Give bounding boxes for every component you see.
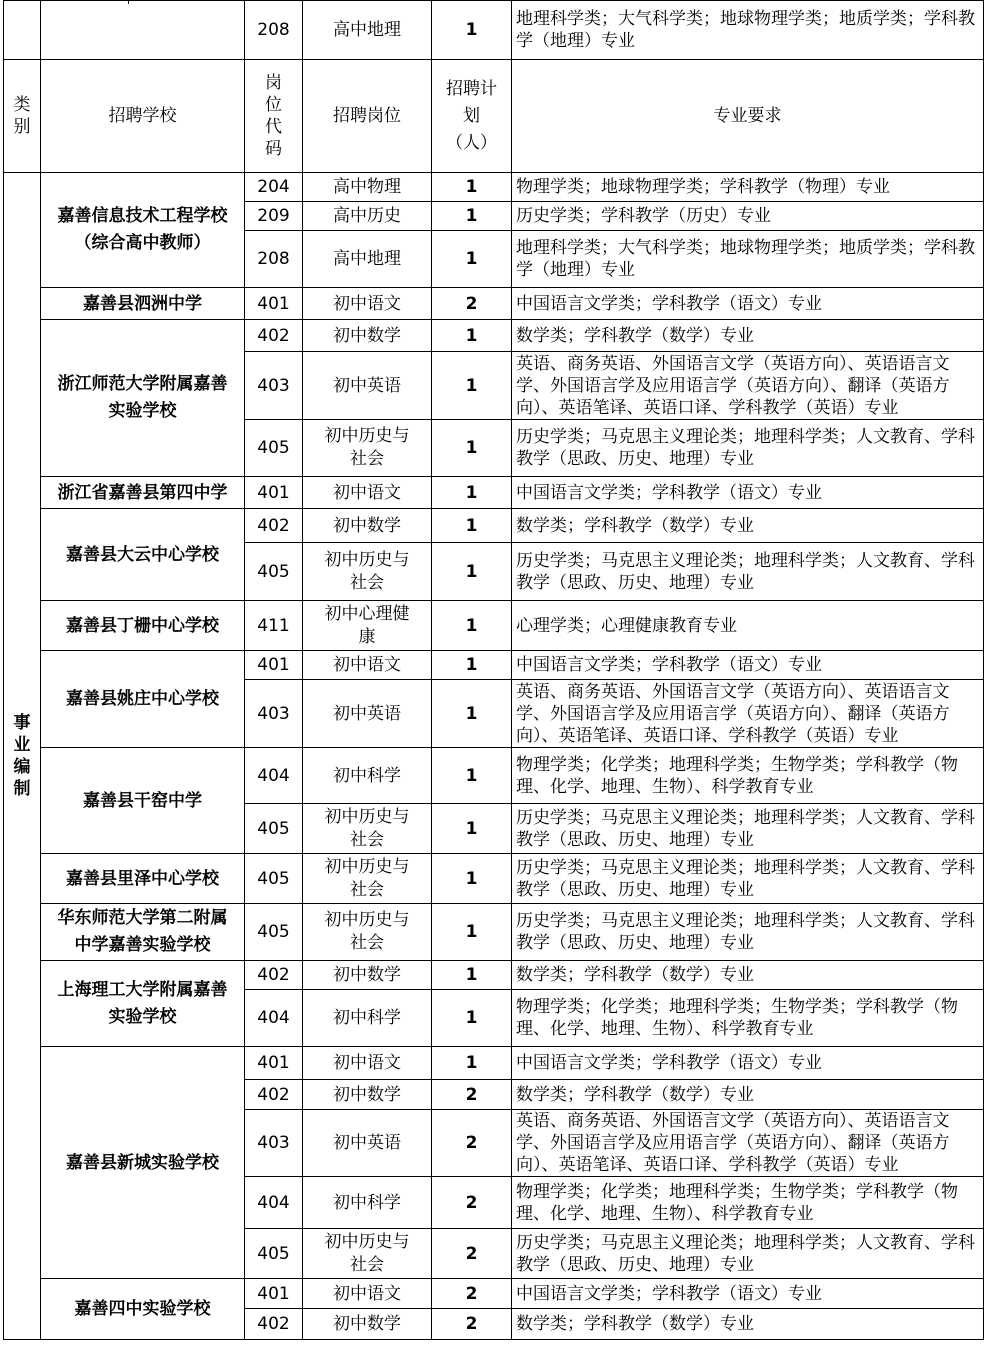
major-requirement: 英语、商务英语、外国语言文学（英语方向）、英语语言文学、外国语言学及应用语言学（英语方向）、翻译（英语方向）、英语笔译、英语口译、学科教学（英语）专业 (512, 352, 984, 420)
position-name-text: 初中英语 (333, 375, 401, 396)
hiring-plan: 2 (432, 1177, 512, 1229)
position-name (303, 231, 432, 288)
position-code: 401 (245, 651, 303, 680)
position-name-text: 初中数学 (333, 325, 401, 346)
position-code: 402 (245, 1309, 303, 1340)
position-code: 403 (245, 352, 303, 420)
position-name (303, 288, 432, 320)
major-requirement: 物理学类；化学类；地理科学类；生物学类；学科教学（物理、化学、地理、生物）、科学教育专业 (512, 748, 984, 804)
position-name-text: 初中语文 (333, 293, 401, 314)
major-requirement: 数学类；学科教学（数学）专业 (512, 509, 984, 543)
school-name (41, 477, 245, 509)
hiring-plan: 1 (432, 651, 512, 680)
school-name (41, 651, 245, 748)
position-name-text: 高中历史 (333, 206, 401, 226)
position-name-text: 初中语文 (333, 482, 401, 503)
hiring-plan: 1 (432, 352, 512, 420)
position-name (303, 990, 432, 1047)
position-code: 209 (245, 202, 303, 231)
major-requirement: 英语、商务英语、外国语言文学（英语方向）、英语语言文学、外国语言学及应用语言学（英语方向）、翻译（英语方向）、英语笔译、英语口译、学科教学（英语）专业 (512, 1110, 984, 1177)
hiring-plan: 2 (432, 1279, 512, 1309)
header-code: 岗位代码 (245, 60, 303, 173)
school-name (41, 1047, 245, 1279)
school-name-text: 上海理工大学附属嘉善实验学校 (57, 979, 228, 1027)
category-label: 事业编制 (13, 713, 31, 799)
hiring-plan: 2 (432, 1110, 512, 1177)
header-requirement: 专业要求 (512, 60, 984, 173)
position-name (303, 748, 432, 804)
hiring-plan: 1 (432, 320, 512, 352)
school-name-text: 嘉善县大云中心学校 (66, 544, 219, 565)
table-row (4, 601, 984, 651)
position-code: 405 (245, 804, 303, 854)
table-row (4, 173, 984, 202)
school-name-text: 嘉善县泗洲中学 (83, 293, 202, 314)
hiring-plan: 1 (432, 231, 512, 288)
hiring-plan: 1 (432, 1047, 512, 1080)
position-code: 404 (245, 748, 303, 804)
position-name (303, 601, 432, 651)
school-name (41, 961, 245, 1047)
table-row (4, 288, 984, 320)
school-name (41, 173, 245, 288)
school-name-text: 嘉善县干窑中学 (83, 790, 202, 811)
major-requirement: 数学类；学科教学（数学）专业 (512, 320, 984, 352)
hiring-plan: 1 (432, 1, 512, 60)
major-requirement: 历史学类；马克思主义理论类；地理科学类；人文教育、学科教学（思政、历史、地理）专业 (512, 904, 984, 961)
empty-school-cell (41, 1, 245, 60)
table-row (4, 477, 984, 509)
major-requirement: 中国语言文学类；学科教学（语文）专业 (512, 1047, 984, 1080)
position-code: 204 (245, 173, 303, 202)
major-requirement: 数学类；学科教学（数学）专业 (512, 1309, 984, 1340)
position-name (303, 651, 432, 680)
position-code: 402 (245, 1080, 303, 1110)
position-code: 404 (245, 990, 303, 1047)
table-row (4, 904, 984, 961)
position-name (303, 420, 432, 477)
position-name (303, 509, 432, 543)
position-code: 403 (245, 1110, 303, 1177)
major-requirement: 英语、商务英语、外国语言文学（英语方向）、英语语言文学、外国语言学及应用语言学（英语方向）、翻译（英语方向）、英语笔译、英语口译、学科教学（英语）专业 (512, 680, 984, 748)
hiring-plan: 1 (432, 961, 512, 990)
school-name-text: 嘉善县丁栅中心学校 (66, 615, 219, 636)
position-name-text: 初中科学 (333, 1008, 401, 1028)
school-name (41, 288, 245, 320)
school-name-text: 嘉善信息技术工程学校（综合高中教师） (57, 206, 228, 253)
hiring-plan: 1 (432, 748, 512, 804)
position-name-text: 高中物理 (333, 177, 401, 197)
table-row (4, 651, 984, 680)
hiring-plan: 2 (432, 1229, 512, 1279)
position-name-text: 初中历史与社会 (324, 910, 410, 953)
position-code: 401 (245, 477, 303, 509)
position-name (303, 352, 432, 420)
position-name-text: 初中数学 (333, 965, 401, 985)
position-name (303, 961, 432, 990)
school-name-text: 华东师范大学第二附属中学嘉善实验学校 (57, 908, 228, 955)
position-code: 405 (245, 1229, 303, 1279)
position-name-text: 初中心理健康 (324, 603, 410, 647)
major-requirement: 历史学类；马克思主义理论类；地理科学类；人文教育、学科教学（思政、历史、地理）专业 (512, 420, 984, 477)
school-name (41, 748, 245, 854)
position-code: 208 (245, 231, 303, 288)
major-requirement: 物理学类；地球物理学类；学科教学（物理）专业 (512, 173, 984, 202)
major-requirement: 心理学类；心理健康教育专业 (512, 601, 984, 651)
position-name (303, 804, 432, 854)
hiring-plan: 2 (432, 288, 512, 320)
position-name (303, 477, 432, 509)
position-code: 403 (245, 680, 303, 748)
position-code: 401 (245, 288, 303, 320)
position-name-text: 初中历史与社会 (324, 549, 410, 593)
hiring-plan: 1 (432, 509, 512, 543)
table-row (4, 748, 984, 804)
position-name-text: 初中历史与社会 (324, 806, 410, 850)
hiring-plan: 1 (432, 904, 512, 961)
position-code: 405 (245, 854, 303, 904)
major-requirement: 历史学类；马克思主义理论类；地理科学类；人文教育、学科教学（思政、历史、地理）专业 (512, 543, 984, 601)
hiring-plan: 1 (432, 543, 512, 601)
hiring-plan: 1 (432, 477, 512, 509)
table-row (4, 1279, 984, 1309)
school-name-text: 嘉善县姚庄中心学校 (66, 689, 219, 709)
major-requirement: 历史学类；马克思主义理论类；地理科学类；人文教育、学科教学（思政、历史、地理）专业 (512, 854, 984, 904)
school-name (41, 509, 245, 601)
position-name-text: 初中英语 (333, 703, 401, 724)
position-name (303, 202, 432, 231)
hiring-plan: 1 (432, 173, 512, 202)
position-code: 402 (245, 509, 303, 543)
header-category: 类别 (4, 60, 41, 173)
position-name-text: 高中地理 (333, 249, 401, 269)
table-row (4, 961, 984, 990)
table-row (4, 509, 984, 543)
major-requirement: 物理学类；化学类；地理科学类；生物学类；学科教学（物理、化学、地理、生物）、科学教育专业 (512, 990, 984, 1047)
empty-category-cell (4, 1, 41, 60)
position-name-text: 初中语文 (333, 1053, 401, 1073)
position-name (303, 854, 432, 904)
position-name (303, 904, 432, 961)
position-name-text: 初中数学 (333, 1084, 401, 1105)
major-requirement: 历史学类；马克思主义理论类；地理科学类；人文教育、学科教学（思政、历史、地理）专业 (512, 1229, 984, 1279)
position-name (303, 1110, 432, 1177)
header-row (4, 60, 984, 173)
hiring-plan: 2 (432, 1309, 512, 1340)
major-requirement: 物理学类；化学类；地理科学类；生物学类；学科教学（物理、化学、地理、生物）、科学教育专业 (512, 1177, 984, 1229)
major-requirement: 历史学类；马克思主义理论类；地理科学类；人文教育、学科教学（思政、历史、地理）专业 (512, 804, 984, 854)
school-name-text: 嘉善县新城实验学校 (66, 1152, 219, 1173)
major-requirement: 历史学类；学科教学（历史）专业 (512, 202, 984, 231)
recruitment-table-body (4, 1, 984, 1340)
carryover-row (4, 1, 984, 60)
position-name-text: 初中语文 (333, 1283, 401, 1304)
hiring-plan: 1 (432, 680, 512, 748)
school-name-text: 嘉善县里泽中心学校 (66, 868, 219, 889)
position-name-text: 初中历史与社会 (324, 1231, 410, 1275)
position-name-text: 初中语文 (333, 655, 401, 675)
major-requirement: 地理科学类；大气科学类；地球物理学类；地质学类；学科教学（地理）专业 (512, 231, 984, 288)
header-plan: 招聘计划（人） (432, 60, 512, 173)
position-name (303, 320, 432, 352)
position-code: 411 (245, 601, 303, 651)
position-code: 405 (245, 420, 303, 477)
table-row (4, 854, 984, 904)
position-code: 401 (245, 1047, 303, 1080)
position-name (303, 543, 432, 601)
position-name (303, 173, 432, 202)
position-name-text: 初中英语 (333, 1133, 401, 1153)
major-requirement: 中国语言文学类；学科教学（语文）专业 (512, 651, 984, 680)
category-cell (4, 173, 41, 1340)
position-name-text: 初中科学 (333, 1192, 401, 1213)
hiring-plan: 1 (432, 420, 512, 477)
position-code: 405 (245, 543, 303, 601)
school-name (41, 854, 245, 904)
position-code: 402 (245, 961, 303, 990)
header-position: 招聘岗位 (303, 60, 432, 173)
hiring-plan: 1 (432, 202, 512, 231)
major-requirement: 数学类；学科教学（数学）专业 (512, 1080, 984, 1110)
school-name-text: 浙江师范大学附属嘉善实验学校 (57, 374, 228, 421)
school-name-text: 嘉善四中实验学校 (74, 1299, 211, 1319)
hiring-plan: 1 (432, 601, 512, 651)
position-code: 401 (245, 1279, 303, 1309)
position-code: 404 (245, 1177, 303, 1229)
recruitment-table (3, 0, 984, 1340)
hiring-plan: 1 (432, 990, 512, 1047)
position-name (303, 1279, 432, 1309)
major-requirement: 中国语言文学类；学科教学（语文）专业 (512, 288, 984, 320)
school-name-text: 浙江省嘉善县第四中学 (57, 482, 228, 503)
position-code: 402 (245, 320, 303, 352)
school-name (41, 904, 245, 961)
major-requirement: 数学类；学科教学（数学）专业 (512, 961, 984, 990)
school-name (41, 320, 245, 477)
school-name (41, 601, 245, 651)
position-name (303, 1080, 432, 1110)
position-name (303, 1047, 432, 1080)
position-name-text: 初中历史与社会 (324, 856, 410, 900)
position-name-text: 初中数学 (333, 515, 401, 536)
position-name: 高中地理 (303, 1, 432, 60)
hiring-plan: 1 (432, 804, 512, 854)
position-name (303, 1229, 432, 1279)
position-name-text: 初中历史与社会 (324, 426, 410, 469)
major-requirement: 中国语言文学类；学科教学（语文）专业 (512, 1279, 984, 1309)
hiring-plan: 2 (432, 1080, 512, 1110)
position-name (303, 1309, 432, 1340)
header-school: 招聘学校 (41, 60, 245, 173)
table-row (4, 1047, 984, 1080)
position-code: 208 (245, 1, 303, 60)
position-name (303, 680, 432, 748)
hiring-plan: 1 (432, 854, 512, 904)
position-name-text: 初中数学 (333, 1314, 401, 1334)
position-name-text: 初中科学 (333, 765, 401, 786)
major-requirement: 中国语言文学类；学科教学（语文）专业 (512, 477, 984, 509)
school-name (41, 1279, 245, 1340)
position-code: 405 (245, 904, 303, 961)
position-name (303, 1177, 432, 1229)
table-row (4, 320, 984, 352)
major-requirement: 地理科学类；大气科学类；地球物理学类；地质学类；学科教学（地理）专业 (512, 1, 984, 60)
